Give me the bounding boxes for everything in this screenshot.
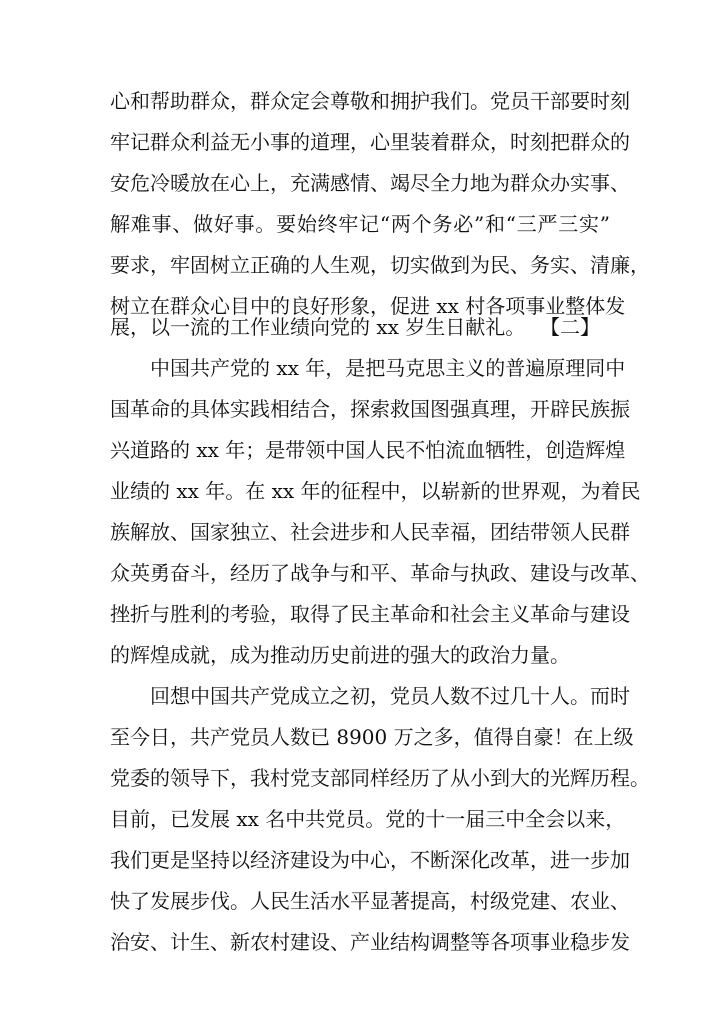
text-line: 治安、计生、新农村建设、产业结构调整等各项事业稳步发 <box>110 930 630 954</box>
text-line: 目前，已发展 xx 名中共党员。党的十一届三中全会以来， <box>110 807 626 831</box>
text-line: 党委的领导下，我村党支部同样经历了从小到大的光辉历程。 <box>110 766 650 790</box>
text-line: 牢记群众利益无小事的道理，心里装着群众，时刻把群众的 <box>110 130 630 154</box>
text-line: 众英勇奋斗，经历了战争与和平、革命与执政、建设与改革、 <box>110 561 650 585</box>
text-line: 挫折与胜利的考验，取得了民主革命和社会主义革命与建设 <box>110 602 630 626</box>
text-line: 要求，牢固树立正确的人生观，切实做到为民、务实、清廉， <box>110 253 650 277</box>
text-line: 树立在群众心目中的良好形象，促进 xx 村各项事业整体发 <box>110 294 626 318</box>
text-line: 业绩的 xx 年。在 xx 年的征程中，以崭新的世界观，为着民 <box>110 479 641 503</box>
text-line: 至今日，共产党员人数已 8900 万之多，值得自豪！在上级 <box>110 725 634 749</box>
text-line: 解难事、做好事。要始终牢记“两个务必”和“三严三实” <box>110 212 610 236</box>
text-line: 兴道路的 xx 年；是带领中国人民不怕流血牺牲，创造辉煌 <box>110 438 626 462</box>
text-line: 快了发展步伐。人民生活水平显著提高，村级党建、农业、 <box>110 889 630 913</box>
text-line: 我们更是坚持以经济建设为中心，不断深化改革，进一步加 <box>110 848 630 872</box>
text-line: 心和帮助群众，群众定会尊敬和拥护我们。党员干部要时刻 <box>110 89 630 113</box>
text-line: 族解放、国家独立、社会进步和人民幸福，团结带领人民群 <box>110 520 630 544</box>
paragraph-first-line: 回想中国共产党成立之初，党员人数不过几十人。而时 <box>150 684 630 708</box>
text-line: 国革命的具体实践相结合，探索救国图强真理，开辟民族振 <box>110 397 630 421</box>
paragraph-first-line: 中国共产党的 xx 年，是把马克思主义的普遍原理同中 <box>150 356 626 380</box>
text-line: 的辉煌成就，成为推动历史前进的强大的政治力量。 <box>110 643 570 667</box>
text-line: 展，以一流的工作业绩向党的 xx 岁生日献礼。 <box>110 315 526 339</box>
section-marker: 【二】 <box>540 315 600 339</box>
text-line: 安危冷暖放在心上，充满感情、竭尽全力地为群众办实事、 <box>110 171 630 195</box>
